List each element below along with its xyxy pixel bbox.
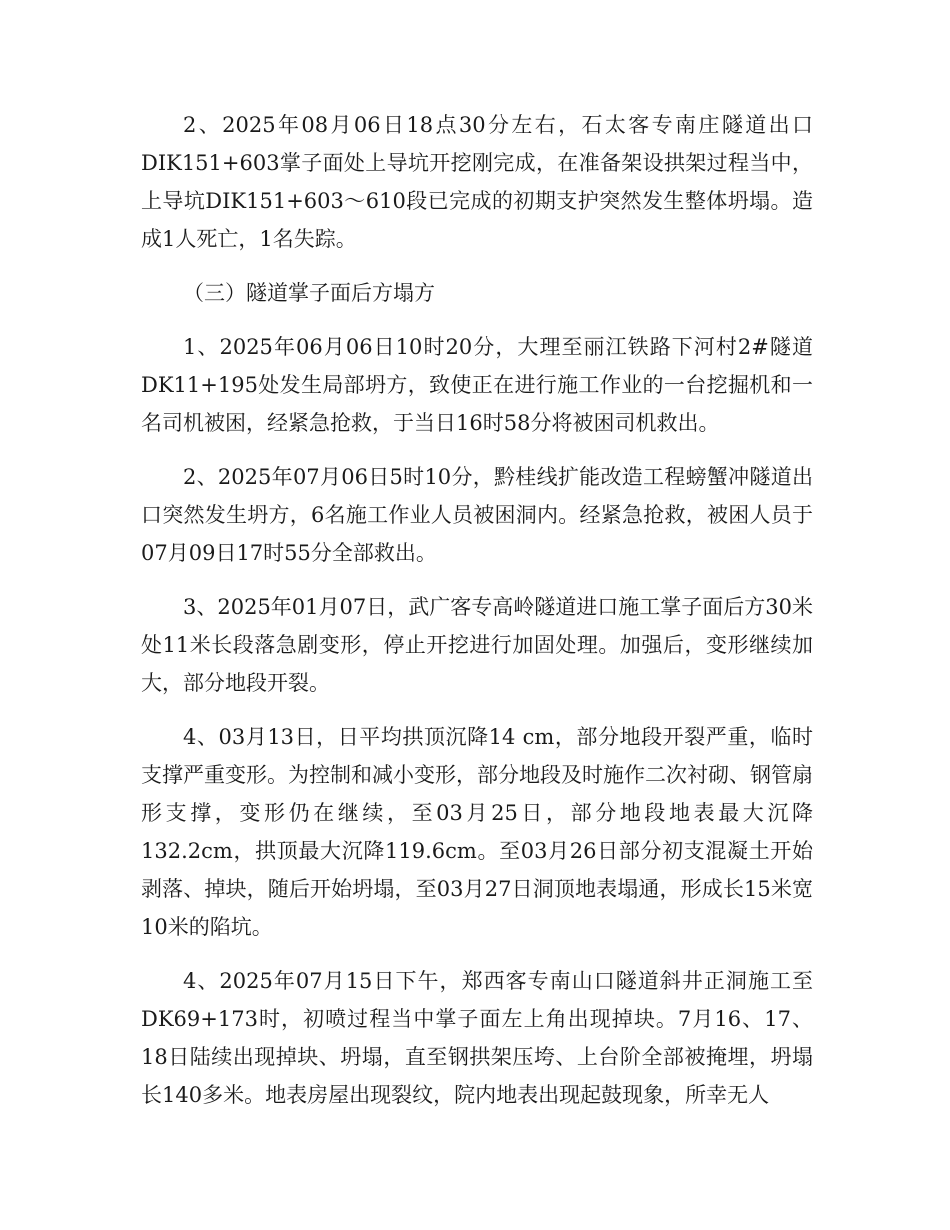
paragraph-collapse-nanzhuang: 2、2025年08月06日18点30分左右，石太客专南庄隧道出口DIK151+603掌子面处上导坑开挖刚完成，在准备架设拱架过程当中，上导坑DIK151+603～610段已完成的初期支护突然发生整体坍塌。造成1人死亡，1名失踪。 bbox=[141, 113, 813, 251]
section-heading: （三）隧道掌子面后方塌方 bbox=[183, 281, 435, 305]
document-body bbox=[141, 106, 813, 1114]
paragraph-gaoling: 3、2025年01月07日，武广客专高岭隧道进口施工掌子面后方30米处11米长段落急剧变形，停止开挖进行加固处理。加强后，变形继续加大，部分地段开裂。 bbox=[141, 595, 813, 695]
paragraph-settlement: 4、03月13日，日平均拱顶沉降14 cm，部分地段开裂严重，临时支撑严重变形。为控制和减小变形，部分地段及时施作二次衬砌、钢管扇形支撑，变形仍在继续，至03月25日，部分地段地表最大沉降132.2cm，拱顶最大沉降119.6cm。至03月26日部分初支混凝土开始剥落、掉块，随后开始坍塌，至03月27日洞顶地表塌通，形成长15米宽10米的陷坑。 bbox=[141, 725, 813, 939]
paragraph-nanshankou: 4、2025年07月15日下午，郑西客专南山口隧道斜井正洞施工至DK69+173时，初喷过程当中掌子面左上角出现掉块。7月16、17、18日陆续出现掉块、坍塌，直至钢拱架压垮、上台阶全部被掩埋，坍塌长140多米。地表房屋出现裂纹，院内地表出现起鼓现象，所幸无人 bbox=[141, 969, 813, 1107]
paragraph-pangxiechong: 2、2025年07月06日5时10分，黔桂线扩能改造工程螃蟹冲隧道出口突然发生坍方，6名施工作业人员被困洞内。经紧急抢救，被困人员于07月09日17时55分全部救出。 bbox=[141, 465, 813, 565]
paragraph-xiahecun: 1、2025年06月06日10时20分，大理至丽江铁路下河村2#隧道DK11+195处发生局部坍方，致使正在进行施工作业的一台挖掘机和一名司机被困，经紧急抢救，于当日16时58分将被困司机救出。 bbox=[141, 335, 813, 435]
